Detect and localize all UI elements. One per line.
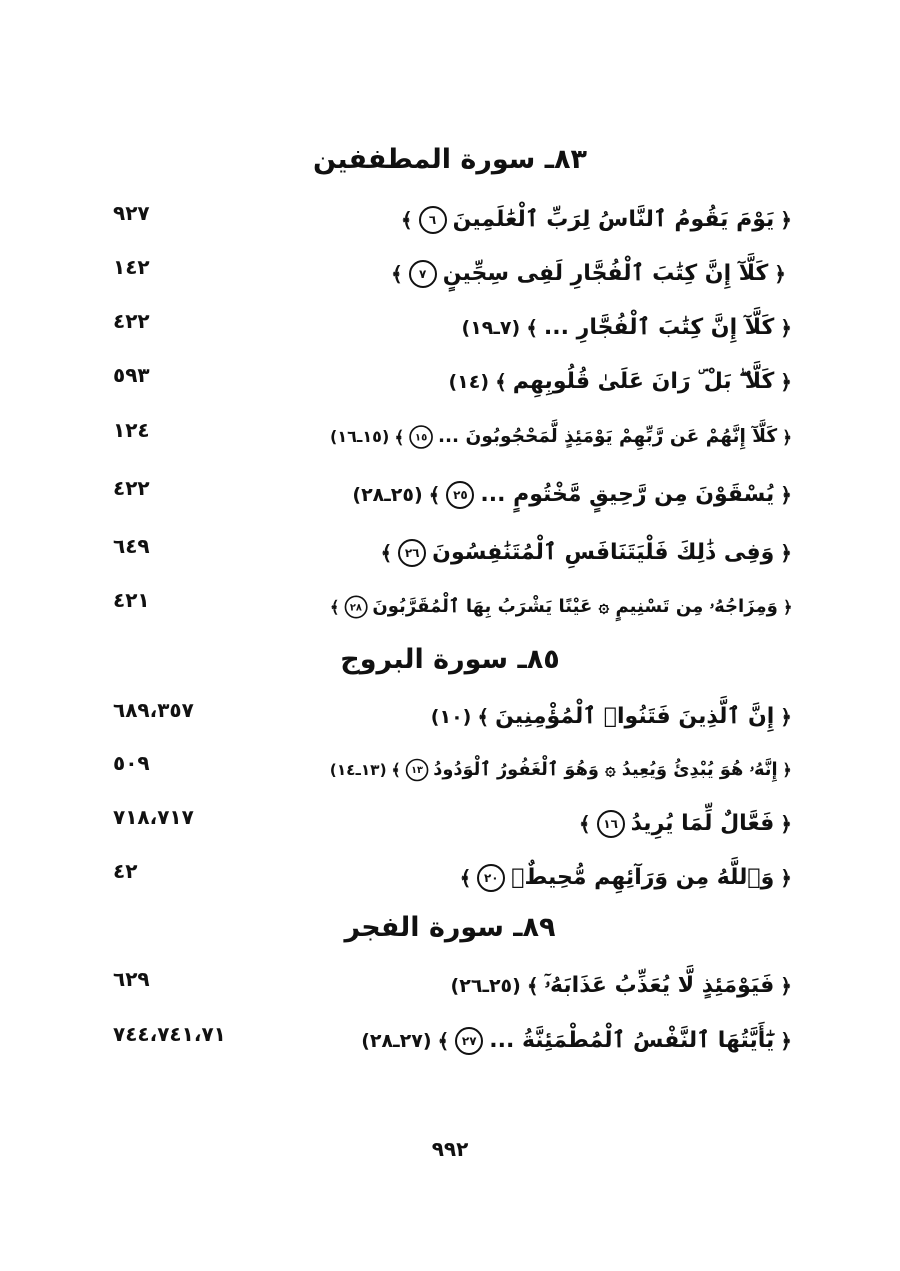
- index-entry: [0, 855, 900, 901]
- ayah-number-marker: ٢٧: [455, 1027, 483, 1055]
- ayah-text: كَلَّا ۖ بَلْ ۜ رَانَ عَلَىٰ قُلُوبِهِم: [512, 369, 775, 394]
- index-entry: [0, 963, 900, 1009]
- verse-quote: [431, 694, 792, 740]
- verse-quote: [330, 418, 792, 457]
- page-reference: ٥٩٣: [113, 363, 150, 387]
- verse-quote: [451, 963, 792, 1009]
- ayah-number-marker: ٢٨: [344, 596, 367, 619]
- ornament-close-icon: ﴾: [437, 1029, 450, 1053]
- ayah-text: يُسْقَوْنَ مِن رَّحِيقٍ مَّخْتُومٍ ...: [480, 482, 775, 507]
- surah-heading: ٨٣ـ سورة المطففين: [313, 144, 587, 175]
- ornament-close-icon: ﴾: [477, 705, 490, 729]
- ornament-open-icon: ﴿: [780, 974, 792, 998]
- page-reference: ٤٢: [113, 859, 138, 883]
- ayah-number-marker: ٢٦: [398, 539, 426, 567]
- page-reference: ١٤٢: [113, 255, 150, 279]
- page-reference: ٦٨٩،٣٥٧: [113, 698, 194, 722]
- ornament-open-icon: ﴿: [780, 370, 792, 394]
- page-reference: ٤٢٢: [113, 476, 150, 500]
- verse-quote: [460, 855, 792, 901]
- verse-quote: [352, 472, 792, 518]
- page-reference: ٥٠٩: [113, 751, 150, 775]
- ornament-open-icon: ﴿: [782, 760, 792, 780]
- page-reference: ٦٢٩: [113, 967, 150, 991]
- ayah-text: فَيَوْمَئِذٍ لَّا يُعَذِّبُ عَذَابَهُۥٓ: [544, 973, 775, 998]
- index-entry: [0, 747, 900, 793]
- verse-quote: [401, 197, 792, 243]
- page-reference: ٧١٨،٧١٧: [113, 805, 194, 829]
- ayah-range: (١٤): [448, 371, 490, 393]
- index-entry: [0, 694, 900, 740]
- verse-quote: [579, 801, 792, 847]
- ayah-text: وَمِزَاجُهُۥ مِن تَسْنِيمٍ ۞ عَيْنًا يَشْرَبُ بِهَا ٱلْمُقَرَّبُونَ: [371, 596, 778, 617]
- page-reference: ١٢٤: [113, 418, 150, 442]
- ornament-open-icon: ﴿: [782, 597, 792, 617]
- ornament-close-icon: ﴾: [380, 541, 393, 565]
- page-reference: ٩٢٧: [113, 201, 150, 225]
- index-entry: [0, 472, 900, 518]
- ayah-number-marker: ٢٥: [446, 481, 474, 509]
- ornament-close-icon: ﴾: [459, 866, 472, 890]
- ornament-open-icon: ﴿: [782, 426, 792, 448]
- ornament-open-icon: ﴿: [780, 1029, 792, 1053]
- index-entry: [0, 359, 900, 405]
- ornament-close-icon: ﴾: [394, 426, 405, 448]
- index-entry: [0, 251, 900, 297]
- page-number: ٩٩٢: [431, 1137, 469, 1161]
- ornament-open-icon: ﴿: [780, 483, 792, 507]
- index-entry: [0, 197, 900, 243]
- ayah-text: كَلَّآ إِنَّ كِتَٰبَ ٱلْفُجَّارِ ...: [543, 315, 775, 340]
- ornament-open-icon: ﴿: [780, 705, 792, 729]
- ayah-number-marker: ١٥: [409, 425, 433, 449]
- ayah-text: إِنَّ ٱلَّذِينَ فَتَنُوا۟ ٱلْمُؤْمِنِينَ: [495, 704, 775, 729]
- ornament-close-icon: ﴾: [495, 370, 507, 394]
- verse-quote: [361, 1018, 792, 1064]
- ornament-close-icon: ﴾: [578, 812, 591, 836]
- ornament-open-icon: ﴿: [780, 208, 792, 232]
- ornament-close-icon: ﴾: [526, 316, 538, 340]
- index-entry: [0, 414, 900, 460]
- ayah-number-marker: ١٣: [406, 759, 429, 782]
- ayah-text: وَٱللَّهُ مِن وَرَآئِهِم مُّحِيطٌۢ: [511, 865, 775, 890]
- ayah-range: (١٣ـ١٤): [329, 761, 387, 779]
- ayah-range: (٢٥ـ٢٨): [352, 484, 423, 506]
- ayah-range: (٢٧ـ٢٨): [361, 1030, 432, 1052]
- ornament-close-icon: ﴾: [428, 483, 441, 507]
- index-entry: [0, 1018, 900, 1064]
- ornament-open-icon: ﴿: [780, 812, 792, 836]
- ayah-text: يَٰٓأَيَّتُهَا ٱلنَّفْسُ ٱلْمُطْمَئِنَّةُ ...: [489, 1028, 775, 1053]
- page-reference: ٤٢٢: [113, 309, 150, 333]
- ornament-close-icon: ﴾: [329, 597, 340, 617]
- page-reference: ٦٤٩: [113, 534, 150, 558]
- ornament-open-icon: ﴿: [774, 262, 786, 286]
- verse-quote: [330, 751, 792, 788]
- verse-quote: [380, 530, 792, 576]
- ayah-text: فَعَّالٌ لِّمَا يُرِيدُ: [630, 811, 775, 836]
- ayah-range: (٧ـ١٩): [461, 317, 521, 339]
- page-reference: ٧٤٤،٧٤١،٧١: [113, 1022, 226, 1046]
- ayah-number-marker: ٢٠: [477, 864, 505, 892]
- ornament-open-icon: ﴿: [780, 541, 792, 565]
- ayah-text: إِنَّهُۥ هُوَ يُبْدِئُ وَيُعِيدُ ۞ وَهُوَ ٱلْغَفُورُ ٱلْوَدُودُ: [433, 759, 778, 780]
- ornament-close-icon: ﴾: [400, 208, 413, 232]
- verse-quote: [462, 305, 792, 351]
- ayah-range: (١٥ـ١٦): [329, 427, 390, 447]
- verse-quote: [391, 251, 786, 297]
- ayah-text: كَلَّآ إِنَّ كِتَٰبَ ٱلْفُجَّارِ لَفِى سِجِّينٍ: [442, 261, 769, 286]
- verse-quote: [329, 588, 792, 626]
- ayah-range: (١٠): [430, 706, 472, 728]
- ornament-close-icon: ﴾: [390, 262, 403, 286]
- ornament-close-icon: ﴾: [526, 974, 539, 998]
- ayah-text: كَلَّآ إِنَّهُمْ عَن رَّبِّهِمْ يَوْمَئِذٍ لَّمَحْجُوبُونَ ...: [437, 426, 778, 448]
- ayah-number-marker: ١٦: [597, 810, 625, 838]
- index-entry: [0, 584, 900, 630]
- ayah-number-marker: ٧: [409, 260, 437, 288]
- index-entry: [0, 530, 900, 576]
- ayah-text: يَوْمَ يَقُومُ ٱلنَّاسُ لِرَبِّ ٱلْعَٰلَمِينَ: [452, 207, 775, 232]
- ayah-range: (٢٥ـ٢٦): [450, 975, 521, 997]
- verse-quote: [448, 359, 792, 405]
- index-entry: [0, 801, 900, 847]
- ayah-number-marker: ٦: [419, 206, 447, 234]
- surah-heading: ٨٥ـ سورة البروج: [340, 644, 560, 675]
- surah-heading: ٨٩ـ سورة الفجر: [344, 912, 556, 943]
- ornament-open-icon: ﴿: [780, 866, 792, 890]
- ayah-text: وَفِى ذَٰلِكَ فَلْيَتَنَافَسِ ٱلْمُتَنَٰفِسُونَ: [432, 540, 775, 565]
- page-reference: ٤٢١: [113, 588, 150, 612]
- ornament-open-icon: ﴿: [780, 316, 792, 340]
- index-entry: [0, 305, 900, 351]
- ornament-close-icon: ﴾: [391, 760, 402, 780]
